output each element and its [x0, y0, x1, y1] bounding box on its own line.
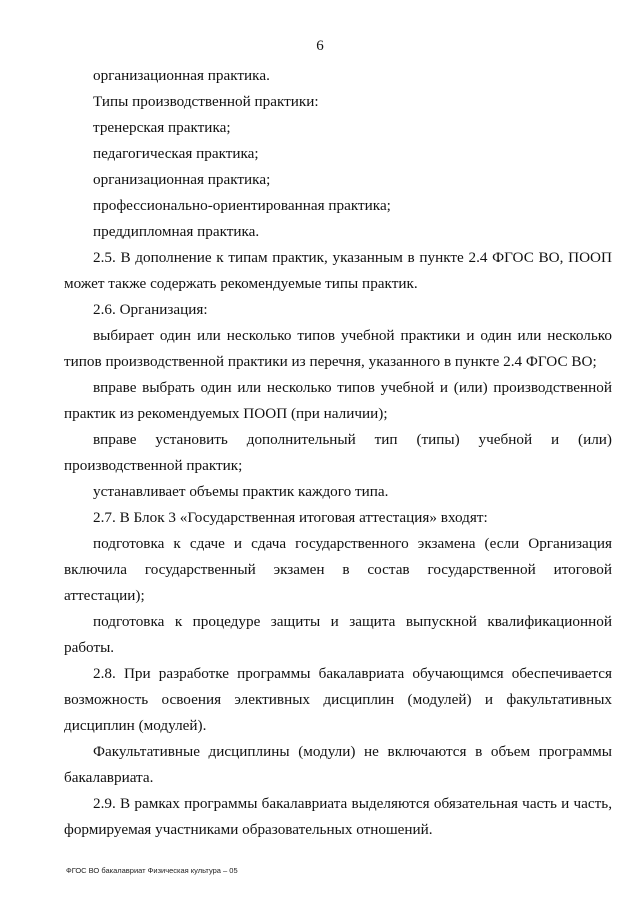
paragraph: Факультативные дисциплины (модули) не включаются в объем программы бакалавриата.: [64, 743, 612, 786]
paragraph: профессионально-ориентированная практика;: [93, 197, 391, 214]
paragraph: подготовка к процедуре защиты и защита выпускной квалификационной работы.: [64, 613, 612, 656]
page-footer: ФГОС ВО бакалавриат Физическая культура – 05: [66, 866, 238, 875]
paragraph: выбирает один или несколько типов учебной практики и один или несколько типов производственной практики из перечня, указанного в пункте 2.4 ФГОС ВО;: [64, 327, 612, 370]
paragraph: тренерская практика;: [93, 119, 231, 136]
paragraph: вправе установить дополнительный тип (типы) учебной и (или) производственной практик;: [64, 431, 612, 474]
paragraph: 2.7. В Блок 3 «Государственная итоговая аттестация» входят:: [93, 509, 488, 526]
page-number: 6: [316, 38, 324, 54]
paragraph: вправе выбрать один или несколько типов учебной и (или) производственной практик из рекомендуемых ПООП (при наличии);: [64, 379, 612, 422]
paragraph: 2.8. При разработке программы бакалавриата обучающимся обеспечивается возможность освоения элективных дисциплин (модулей) и факультативных дисциплин (модулей).: [64, 665, 612, 734]
paragraph: преддипломная практика.: [93, 223, 260, 240]
paragraph: 2.6. Организация:: [93, 301, 208, 318]
paragraph: подготовка к сдаче и сдача государственного экзамена (если Организация включила государственный экзамен в состав государственной итоговой аттестации);: [64, 535, 612, 604]
paragraph: организационная практика;: [93, 171, 271, 188]
paragraph: устанавливает объемы практик каждого типа.: [93, 483, 389, 500]
paragraph: Типы производственной практики:: [93, 93, 319, 110]
paragraph: педагогическая практика;: [93, 145, 259, 162]
paragraph: 2.5. В дополнение к типам практик, указанным в пункте 2.4 ФГОС ВО, ПООП может также содержать рекомендуемые типы практик.: [64, 249, 612, 292]
paragraph: 2.9. В рамках программы бакалавриата выделяются обязательная часть и часть, формируемая участниками образовательных отношений.: [64, 795, 612, 838]
body-text: [64, 63, 612, 843]
paragraph: организационная практика.: [93, 67, 270, 84]
